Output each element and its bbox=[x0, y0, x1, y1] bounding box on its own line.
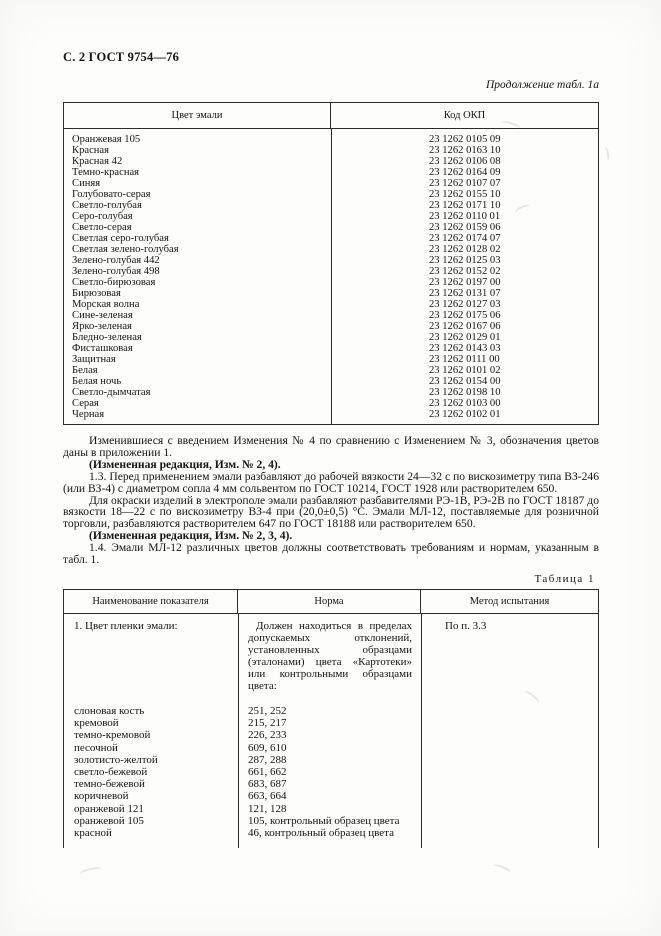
indicator-cell: 1. Цвет пленки эмали: bbox=[74, 619, 178, 632]
okp-code: 23 1262 0164 09 bbox=[429, 167, 501, 178]
color-norm-value: 661, 662 bbox=[248, 765, 287, 778]
list-item bbox=[64, 717, 598, 729]
table-row bbox=[64, 222, 598, 233]
color-norm-value: 251, 252 bbox=[248, 704, 287, 717]
okp-code: 23 1262 0101 02 bbox=[429, 365, 501, 376]
table-row bbox=[64, 343, 598, 354]
color-norm-name: красной bbox=[74, 827, 112, 839]
table-continuation-note: Продолжение табл. 1а bbox=[486, 79, 599, 91]
enamel-color-name: Светло-голубая bbox=[72, 200, 142, 211]
okp-code: 23 1262 0143 03 bbox=[429, 343, 501, 354]
enamel-color-name: Защитная bbox=[72, 354, 116, 365]
table-row bbox=[64, 387, 598, 398]
enamel-color-name: Светло-дымчатая bbox=[72, 387, 151, 398]
enamel-color-name: Зелено-голубая 498 bbox=[72, 266, 160, 277]
color-norm-name: золотисто-желтой bbox=[74, 753, 158, 766]
color-norm-value: 287, 288 bbox=[248, 753, 287, 766]
table-row bbox=[64, 178, 598, 189]
table-row bbox=[64, 376, 598, 387]
okp-code: 23 1262 0107 07 bbox=[429, 178, 501, 189]
table-row bbox=[64, 145, 598, 156]
list-item bbox=[64, 766, 598, 778]
color-norm-list bbox=[64, 705, 598, 848]
color-norm-name: темно-кремовой bbox=[74, 729, 151, 742]
requirements-table-body bbox=[64, 614, 598, 848]
table-row bbox=[64, 156, 598, 167]
okp-code: 23 1262 0102 01 bbox=[429, 409, 501, 420]
enamel-color-name: Оранжевая 105 bbox=[72, 134, 141, 145]
enamel-color-name: Белая bbox=[72, 365, 98, 376]
enamel-color-name: Светло-серая bbox=[72, 222, 132, 233]
list-item bbox=[64, 705, 598, 717]
paragraph-change-note: Изменившиеся с введением Изменения № 4 по сравнению с Изменением № 3, обозначения цветов даны в приложении 1. bbox=[63, 434, 599, 459]
table-row bbox=[64, 233, 598, 244]
scan-artifact bbox=[600, 146, 610, 161]
enamel-color-name: Белая ночь bbox=[72, 376, 122, 387]
color-norm-value: 663, 664 bbox=[248, 790, 287, 803]
column-header-color: Цвет эмали bbox=[64, 103, 331, 128]
okp-code: 23 1262 0152 02 bbox=[429, 266, 501, 277]
enamel-color-name: Светлая зелено-голубая bbox=[72, 244, 179, 255]
list-item bbox=[64, 803, 598, 815]
paragraph-1-3: 1.3. Перед применением эмали разбавляют до рабочей вязкости 24—32 с по вискозиметру типа ВЗ-246 (или ВЗ-4) с диаметром сопла 4 мм сольвентом по ГОСТ 10214, ГОСТ 1928 или растворителем 650. bbox=[63, 469, 599, 495]
enamel-color-name: Сине-зеленая bbox=[72, 310, 133, 321]
color-norm-value: 226, 233 bbox=[248, 729, 287, 742]
enamel-okp-table-body bbox=[64, 129, 598, 424]
okp-code: 23 1262 0105 09 bbox=[429, 134, 501, 145]
color-norm-value: 105, контрольный образец цвета bbox=[248, 814, 400, 827]
column-header-indicator: Наименование показателя bbox=[64, 590, 238, 613]
okp-code: 23 1262 0111 00 bbox=[429, 354, 500, 365]
okp-code: 23 1262 0154 00 bbox=[429, 376, 501, 387]
color-norm-name: кремовой bbox=[74, 717, 119, 730]
color-norm-value: 46, контрольный образец цвета bbox=[248, 827, 394, 839]
okp-code: 23 1262 0198 10 bbox=[429, 387, 501, 398]
enamel-color-name: Морская волна bbox=[72, 299, 140, 310]
list-item bbox=[64, 754, 598, 766]
scan-artifact bbox=[491, 862, 512, 878]
list-item bbox=[64, 790, 598, 802]
okp-code: 23 1262 0103 00 bbox=[429, 398, 501, 409]
paragraph-amended-edition-2: (Измененная редакция, Изм. № 2, 3, 4). bbox=[89, 529, 293, 543]
okp-code: 23 1262 0197 00 bbox=[429, 277, 501, 288]
enamel-color-name: Темно-красная bbox=[72, 167, 140, 178]
table-row bbox=[64, 332, 598, 343]
enamel-color-name: Красная bbox=[72, 145, 110, 156]
okp-code: 23 1262 0131 07 bbox=[429, 288, 501, 299]
okp-code: 23 1262 0174 07 bbox=[429, 233, 501, 244]
enamel-color-name: Светлая серо-голубая bbox=[72, 233, 169, 244]
okp-code: 23 1262 0171 10 bbox=[429, 200, 501, 211]
enamel-color-name: Светло-бирюзовая bbox=[72, 277, 156, 288]
color-norm-value: 609, 610 bbox=[248, 741, 287, 754]
color-norm-name: светло-бежевой bbox=[74, 765, 148, 778]
table-row bbox=[64, 299, 598, 310]
table-row bbox=[64, 134, 598, 145]
color-norm-name: слоновая кость bbox=[74, 704, 145, 717]
scan-artifact bbox=[79, 866, 103, 880]
color-norm-name: коричневой bbox=[74, 790, 129, 803]
table-row bbox=[64, 167, 598, 178]
enamel-okp-table bbox=[63, 102, 599, 425]
list-item bbox=[64, 827, 598, 839]
column-header-test-method: Метод испытания bbox=[469, 595, 550, 607]
column-header-norm: Норма bbox=[238, 590, 421, 613]
table1-caption: Таблица 1 bbox=[534, 572, 595, 585]
enamel-color-name: Бирюзовая bbox=[72, 288, 121, 299]
color-norm-value: 683, 687 bbox=[248, 778, 287, 791]
table-row bbox=[64, 277, 598, 288]
table-row bbox=[64, 189, 598, 200]
requirements-table-header bbox=[64, 590, 598, 614]
table-row bbox=[64, 354, 598, 365]
okp-code: 23 1262 0106 08 bbox=[429, 156, 501, 167]
enamel-color-name: Ярко-зеленая bbox=[72, 321, 132, 332]
enamel-color-name: Зелено-голубая 442 bbox=[72, 255, 160, 266]
requirements-table bbox=[63, 589, 599, 848]
color-norm-name: песочной bbox=[74, 741, 118, 754]
enamel-color-name: Серая bbox=[72, 398, 99, 409]
table-row bbox=[64, 365, 598, 376]
table-row bbox=[64, 409, 598, 420]
enamel-color-name: Серо-голубая bbox=[72, 211, 133, 222]
table-row bbox=[64, 398, 598, 409]
color-norm-name: оранжевой 121 bbox=[74, 802, 144, 815]
table-row bbox=[64, 266, 598, 277]
paragraph-electro-coating: Для окраски изделий в электрополе эмали разбавляют разбавителями РЭ-1В, РЭ-2В по ГОСТ 18187 до вязкости 18—22 с по вискозиметру ВЗ-4 при (20,0±0,5) °С. Эмали МЛ-12, поставляемые для розничной торговли, разбавляются растворителем 647 по ГОСТ 18188 или растворителем 650. bbox=[63, 493, 599, 531]
enamel-color-name: Черная bbox=[72, 409, 105, 420]
page-header: С. 2 ГОСТ 9754—76 bbox=[63, 50, 180, 64]
paragraph-amended-edition-1: (Измененная редакция, Изм. № 2, 4). bbox=[89, 457, 281, 471]
test-method-cell: По п. 3.3 bbox=[445, 619, 487, 632]
enamel-color-name: Синяя bbox=[72, 178, 101, 189]
body-text bbox=[63, 435, 599, 566]
table-row bbox=[64, 244, 598, 255]
norm-intro-cell: Должен находиться в пределах допускаемых отклонений, установленных образцами (эталонами) цвета «Картотеки» или контрольными образцами цвета: bbox=[248, 619, 412, 692]
table-row bbox=[64, 321, 598, 332]
color-norm-value: 215, 217 bbox=[248, 717, 287, 730]
list-item bbox=[64, 778, 598, 790]
okp-code: 23 1262 0163 10 bbox=[429, 145, 501, 156]
list-item bbox=[64, 742, 598, 754]
okp-code: 23 1262 0125 03 bbox=[429, 255, 501, 266]
color-norm-value: 121, 128 bbox=[248, 802, 287, 815]
table-row bbox=[64, 310, 598, 321]
okp-code: 23 1262 0159 06 bbox=[429, 222, 501, 233]
okp-code: 23 1262 0167 06 bbox=[429, 321, 501, 332]
enamel-color-name: Фисташковая bbox=[72, 343, 133, 354]
okp-code: 23 1262 0155 10 bbox=[429, 189, 501, 200]
list-item bbox=[64, 815, 598, 827]
paragraph-1-4: 1.4. Эмали МЛ-12 различных цветов должны соответствовать требованиям и нормам, указанным в табл. 1. bbox=[63, 541, 599, 567]
okp-code: 23 1262 0110 01 bbox=[429, 211, 501, 222]
requirement-row-film-color bbox=[64, 614, 598, 692]
okp-code: 23 1262 0127 03 bbox=[429, 299, 501, 310]
list-item bbox=[64, 729, 598, 741]
enamel-color-name: Красная 42 bbox=[72, 156, 123, 167]
okp-code: 23 1262 0175 06 bbox=[429, 310, 501, 321]
table-row bbox=[64, 255, 598, 266]
column-header-okp-code: Код ОКП bbox=[443, 110, 486, 121]
enamel-color-name: Бледно-зеленая bbox=[72, 332, 142, 343]
okp-code: 23 1262 0129 01 bbox=[429, 332, 501, 343]
color-norm-name: темно-бежевой bbox=[74, 778, 145, 791]
table-row bbox=[64, 288, 598, 299]
color-norm-name: оранжевой 105 bbox=[74, 814, 144, 827]
enamel-color-name: Голубовато-серая bbox=[72, 189, 151, 200]
okp-code: 23 1262 0128 02 bbox=[429, 244, 501, 255]
